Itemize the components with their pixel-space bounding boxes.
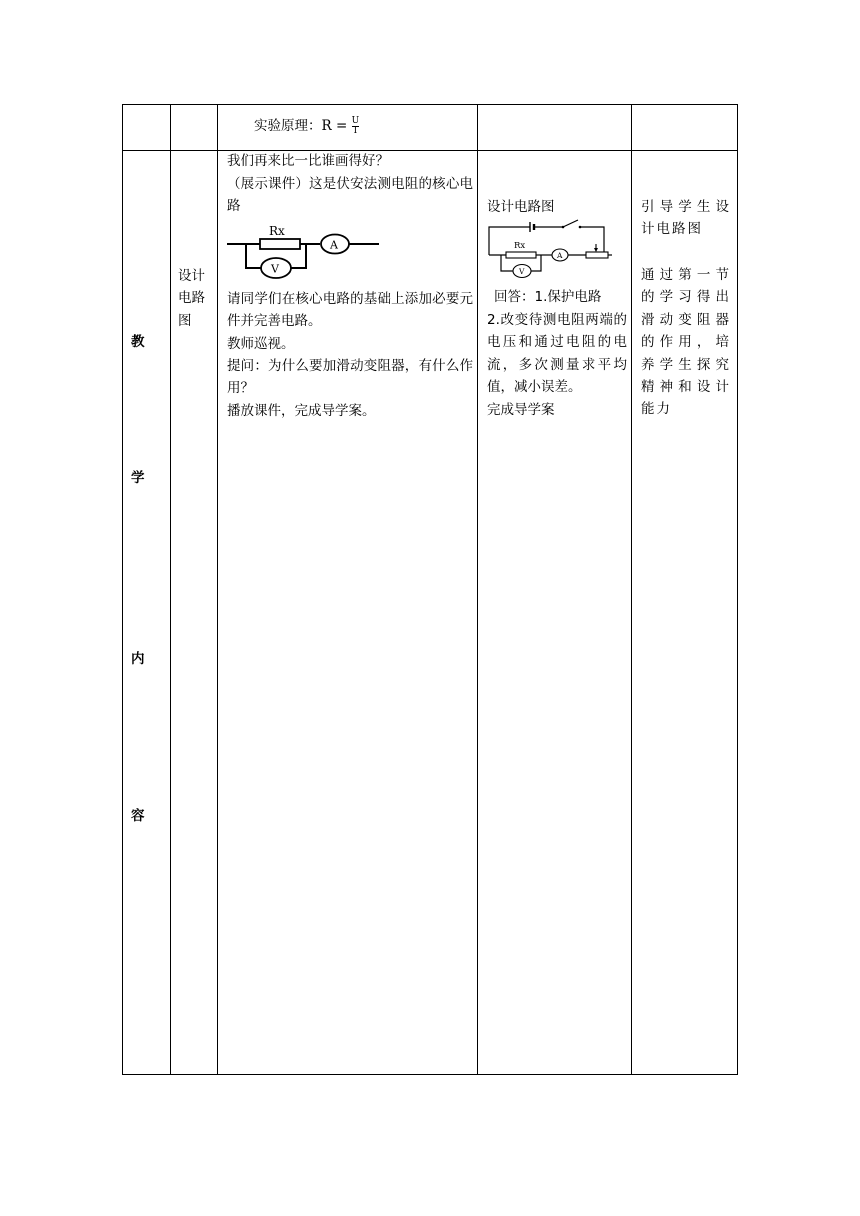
resistor-label: Rx (269, 224, 285, 238)
formula-fraction (352, 117, 360, 136)
formula-lhs: R = (321, 118, 348, 134)
teacher-line-1: 我们再来比一比谁画得好？ (227, 153, 389, 169)
student-answer-1: 回答：1.保护电路 (494, 289, 602, 305)
table-border-bottom (122, 1074, 738, 1075)
table-col-divider (477, 104, 478, 1075)
student-answer-2: 2.改变待测电阻两端的电压和通过电阻的电流，多次测量求平均值，减小误差。 (487, 312, 627, 396)
intent-para-1: 引导学生设计电路图 (641, 199, 731, 238)
table-border-top (122, 104, 738, 105)
resistor-label: Rx (514, 241, 526, 251)
table-col-divider (217, 104, 218, 1075)
principle-label: 实验原理： (254, 118, 322, 134)
voltmeter-label: V (271, 262, 279, 276)
experiment-principle (254, 115, 474, 137)
section-char-3: 内 (131, 651, 145, 667)
section-char-1: 教 (131, 334, 145, 350)
voltmeter-label: V (519, 267, 525, 276)
table-border-left (122, 104, 123, 1075)
formula-numerator: U (351, 115, 360, 126)
table-col-divider (170, 104, 171, 1075)
section-char-2: 学 (131, 470, 145, 486)
core-circuit-diagram (226, 220, 386, 280)
rheostat-symbol (586, 252, 608, 258)
table-border-right (737, 104, 738, 1075)
switch-symbol (563, 220, 578, 227)
stage-title: 设计电路图 (178, 268, 205, 329)
formula-denominator: I (352, 126, 360, 136)
table-col-divider (631, 104, 632, 1075)
resistor-rx (506, 252, 536, 258)
intent-para-2: 通过第一节的学习得出滑动变阻器的作用，培养学生探究精神和设计能力 (641, 267, 731, 418)
designed-circuit-diagram (486, 217, 626, 282)
student-answer-3: 完成导学案 (487, 402, 555, 418)
teacher-para-3: 提问：为什么要加滑动变阻器，有什么作用？ (227, 358, 473, 397)
ammeter-label: A (330, 238, 338, 252)
teacher-line-3: 教师巡视。 (227, 336, 295, 352)
section-char-4: 容 (131, 808, 145, 824)
teacher-line-4: 播放课件，完成导学案。 (227, 403, 376, 419)
ammeter-label: A (557, 251, 563, 260)
teacher-para-1: （展示课件）这是伏安法测电阻的核心电路 (227, 176, 473, 215)
resistor-rx (260, 239, 300, 249)
teacher-para-2: 请同学们在核心电路的基础上添加必要元件并完善电路。 (227, 291, 473, 330)
student-title: 设计电路图 (487, 199, 555, 215)
